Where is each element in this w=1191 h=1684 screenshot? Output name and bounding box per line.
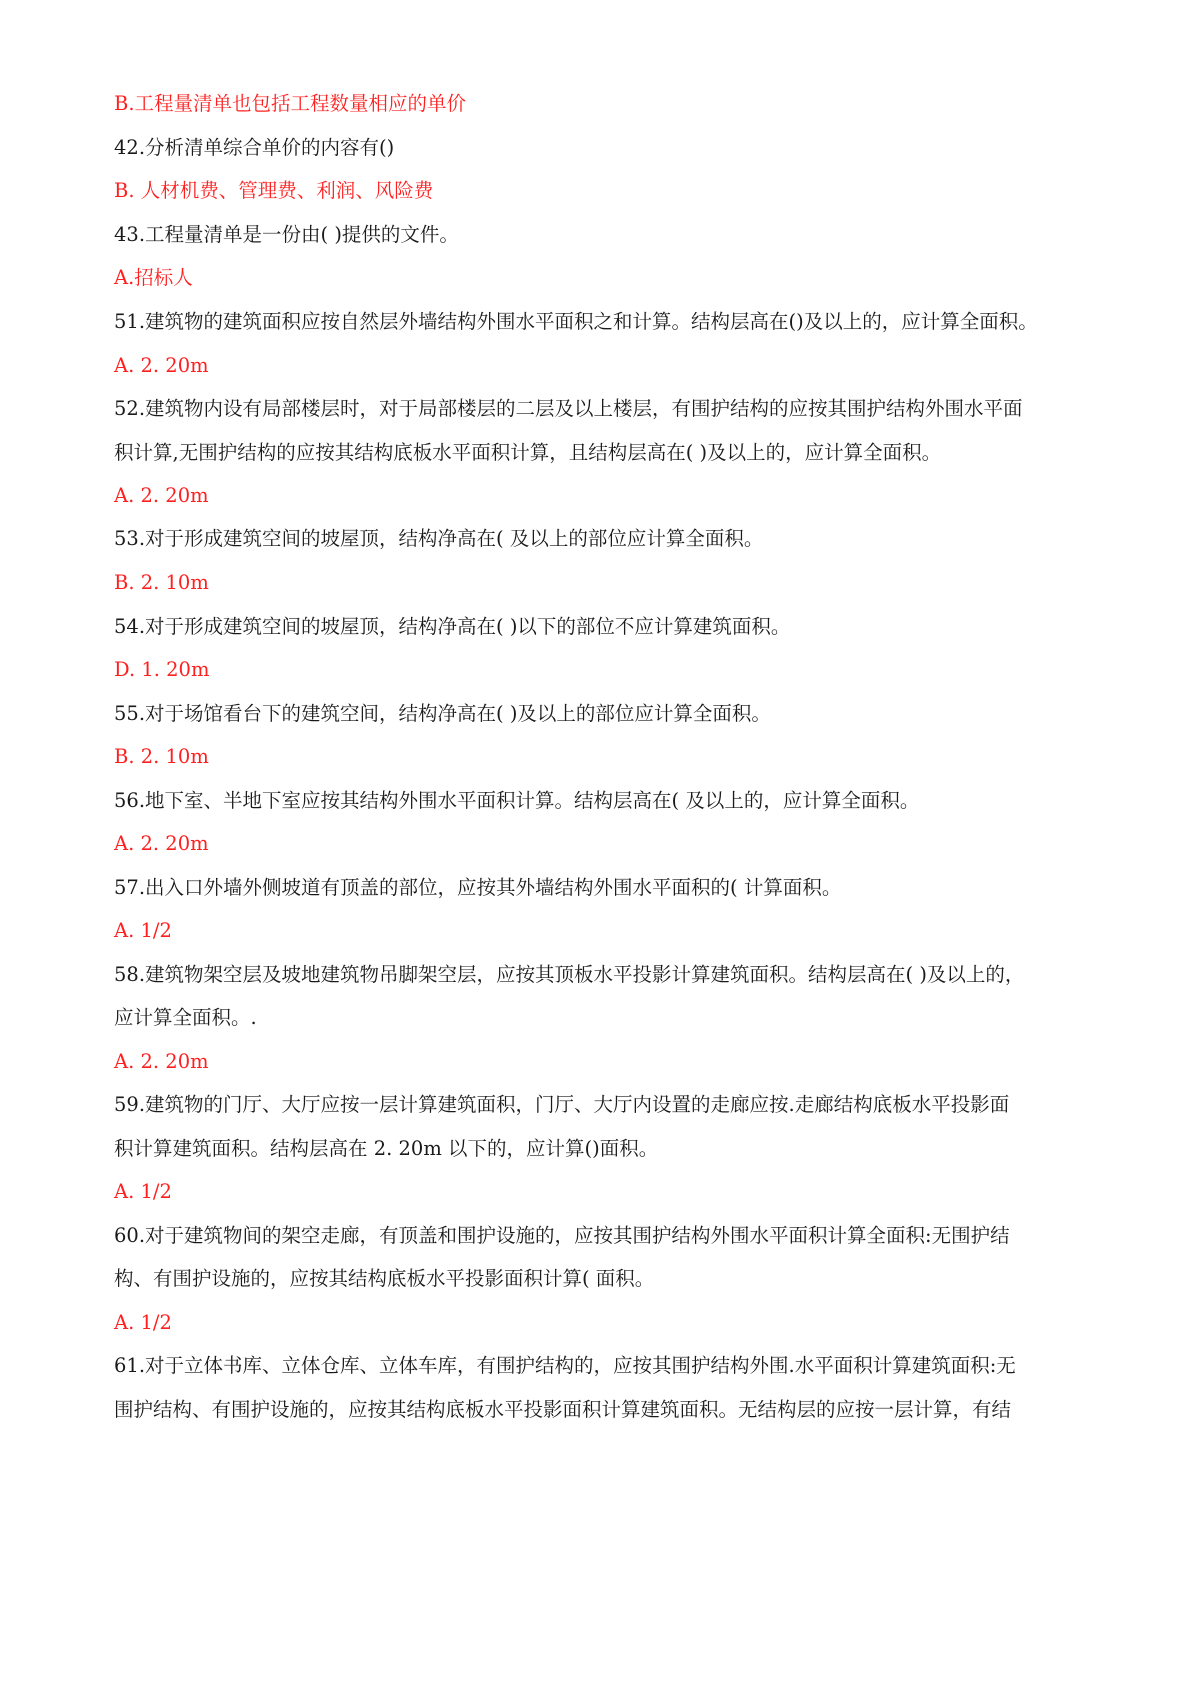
question-line: 42.分析清单综合单价的内容有() — [114, 136, 395, 159]
question-line: 54.对于形成建筑空间的坡屋顶，结构净高在( )以下的部位不应计算建筑面积。 — [114, 615, 791, 638]
question-line: 61.对于立体书库、立体仓库、立体车库，有围护结构的，应按其围护结构外围.水平面积计算建筑面积:无 — [114, 1354, 1016, 1377]
question-line: 52.建筑物内设有局部楼层时，对于局部楼层的二层及以上楼层，有围护结构的应按其围护结构外围水平面 — [114, 397, 1023, 420]
answer-line: B.工程量清单也包括工程数量相应的单价 — [114, 92, 467, 115]
answer-line: D. 1. 20m — [114, 658, 210, 681]
answer-line: A. 1/2 — [114, 919, 172, 942]
answer-line: B. 2. 10m — [114, 745, 209, 768]
answer-line: B. 人材机费、管理费、利润、风险费 — [114, 179, 434, 202]
question-line: 43.工程量清单是一份由( )提供的文件。 — [114, 223, 459, 246]
question-line: 围护结构、有围护设施的，应按其结构底板水平投影面积计算建筑面积。无结构层的应按一层计算，有结 — [114, 1398, 1012, 1421]
question-line: 53.对于形成建筑空间的坡屋顶，结构净高在( 及以上的部位应计算全面积。 — [114, 527, 764, 550]
question-line: 55.对于场馆看台下的建筑空间，结构净高在( )及以上的部位应计算全面积。 — [114, 702, 771, 725]
answer-line: A. 1/2 — [114, 1311, 172, 1334]
answer-line: A. 1/2 — [114, 1180, 172, 1203]
question-line: 60.对于建筑物间的架空走廊，有顶盖和围护设施的，应按其围护结构外围水平面积计算全面积:无围护结 — [114, 1224, 1010, 1247]
answer-line: A.招标人 — [114, 266, 193, 289]
question-line: 58.建筑物架空层及坡地建筑物吊脚架空层，应按其顶板水平投影计算建筑面积。结构层高在( )及以上的， — [114, 963, 1025, 986]
answer-line: A. 2. 20m — [114, 354, 209, 377]
answer-line: A. 2. 20m — [114, 1050, 209, 1073]
answer-line: A. 2. 20m — [114, 832, 209, 855]
question-line: 59.建筑物的门厅、大厅应按一层计算建筑面积，门厅、大厅内设置的走廊应按.走廊结构底板水平投影面 — [114, 1093, 1010, 1116]
question-line: 57.出入口外墙外侧坡道有顶盖的部位，应按其外墙结构外围水平面积的( 计算面积。 — [114, 876, 842, 899]
question-line: 56.地下室、半地下室应按其结构外围水平面积计算。结构层高在( 及以上的，应计算全面积。 — [114, 789, 920, 812]
answer-line: A. 2. 20m — [114, 484, 209, 507]
question-line: 51.建筑物的建筑面积应按自然层外墙结构外围水平面积之和计算。结构层高在()及以上的，应计算全面积。 — [114, 310, 1038, 333]
answer-line: B. 2. 10m — [114, 571, 209, 594]
question-line: 积计算,无围护结构的应按其结构底板水平面积计算，且结构层高在( )及以上的，应计算全面积。 — [114, 441, 942, 464]
question-line: 积计算建筑面积。结构层高在 2. 20m 以下的，应计算()面积。 — [114, 1137, 659, 1160]
question-line: 应计算全面积。. — [114, 1006, 257, 1029]
question-line: 构、有围护设施的，应按其结构底板水平投影面积计算( 面积。 — [114, 1267, 655, 1290]
